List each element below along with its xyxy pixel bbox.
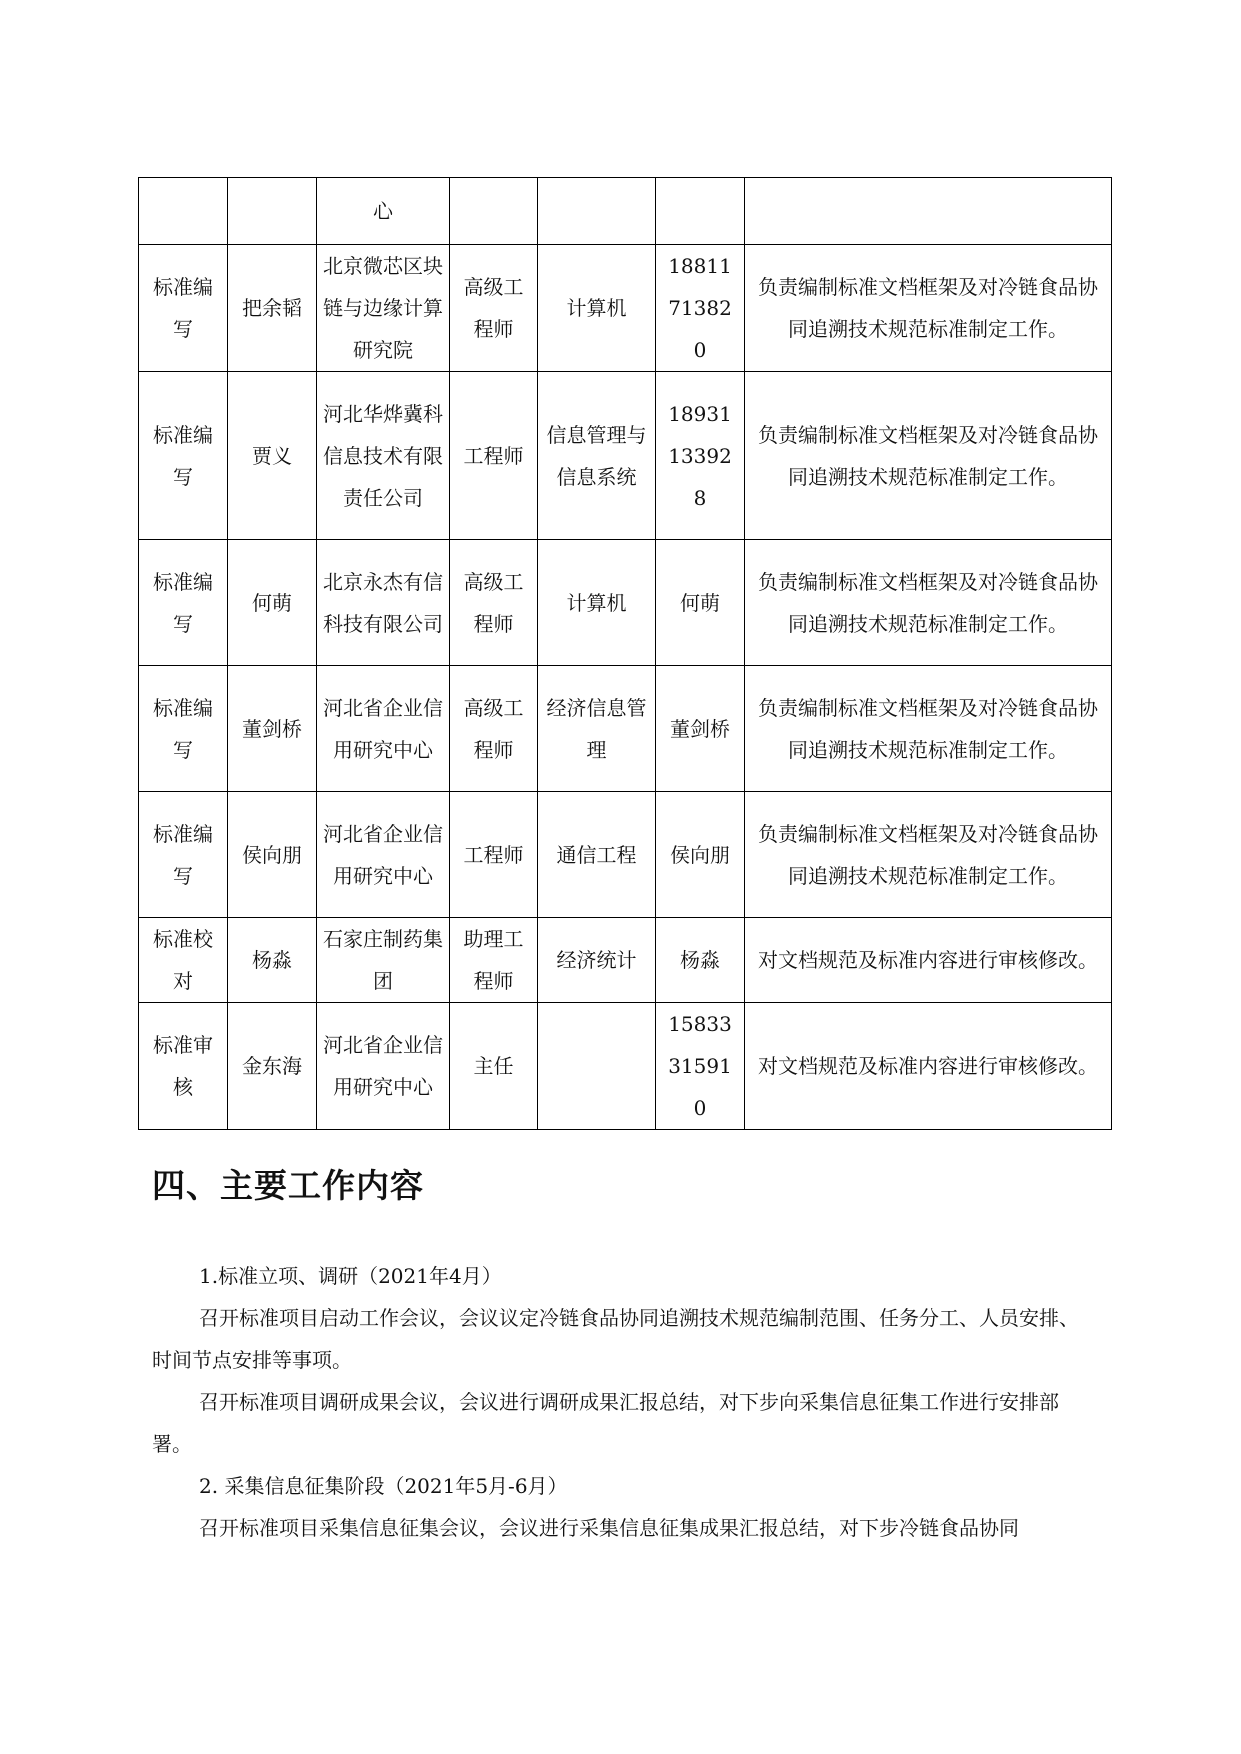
- phone-cell: 18931133928: [656, 372, 745, 540]
- role-cell: 标准校对: [139, 918, 228, 1003]
- table-row: [139, 792, 1112, 918]
- table-row: [139, 245, 1112, 372]
- paragraph: 召开标准项目启动工作会议，会议议定冷链食品协同追溯技术规范编制范围、任务分工、人员安排、时间节点安排等事项。: [152, 1306, 1079, 1372]
- org-cell: 心: [317, 178, 450, 245]
- name-cell: 董剑桥: [228, 666, 317, 792]
- org-cell: 河北省企业信用研究中心: [317, 792, 450, 918]
- phone-cell: 杨淼: [656, 918, 745, 1003]
- title-cell: 工程师: [450, 792, 538, 918]
- title-cell: 高级工程师: [450, 540, 538, 666]
- duty-cell: [745, 178, 1112, 245]
- role-cell: 标准编写: [139, 792, 228, 918]
- title-cell: [450, 178, 538, 245]
- major-cell: 信息管理与信息系统: [538, 372, 656, 540]
- title-cell: 工程师: [450, 372, 538, 540]
- table-row: [139, 178, 1112, 245]
- role-cell: 标准编写: [139, 540, 228, 666]
- table-row: [139, 540, 1112, 666]
- table-row: [139, 372, 1112, 540]
- major-cell: 经济统计: [538, 918, 656, 1003]
- duty-cell: 负责编制标准文档框架及对冷链食品协同追溯技术规范标准制定工作。: [745, 245, 1112, 372]
- paragraph: 2. 采集信息征集阶段（2021年5月-6月）: [199, 1474, 568, 1498]
- duty-cell: 对文档规范及标准内容进行审核修改。: [745, 918, 1112, 1003]
- major-cell: 通信工程: [538, 792, 656, 918]
- role-cell: 标准编写: [139, 372, 228, 540]
- major-cell: 计算机: [538, 540, 656, 666]
- org-cell: 河北华烨冀科信息技术有限责任公司: [317, 372, 450, 540]
- title-cell: 主任: [450, 1003, 538, 1130]
- phone-cell: 18811713820: [656, 245, 745, 372]
- role-cell: 标准审核: [139, 1003, 228, 1130]
- role-cell: [139, 178, 228, 245]
- name-cell: 杨淼: [228, 918, 317, 1003]
- org-cell: 北京永杰有信科技有限公司: [317, 540, 450, 666]
- major-cell: 经济信息管理: [538, 666, 656, 792]
- duty-cell: 负责编制标准文档框架及对冷链食品协同追溯技术规范标准制定工作。: [745, 540, 1112, 666]
- phone-cell: [656, 178, 745, 245]
- duty-cell: 负责编制标准文档框架及对冷链食品协同追溯技术规范标准制定工作。: [745, 372, 1112, 540]
- phone-cell: 15833315910: [656, 1003, 745, 1130]
- table-row: [139, 666, 1112, 792]
- major-cell: 计算机: [538, 245, 656, 372]
- name-cell: 贾义: [228, 372, 317, 540]
- section-body: [152, 1255, 1097, 1549]
- org-cell: 石家庄制药集团: [317, 918, 450, 1003]
- org-cell: 北京微芯区块链与边缘计算研究院: [317, 245, 450, 372]
- org-cell: 河北省企业信用研究中心: [317, 666, 450, 792]
- phone-cell: 董剑桥: [656, 666, 745, 792]
- duty-cell: 对文档规范及标准内容进行审核修改。: [745, 1003, 1112, 1130]
- name-cell: 金东海: [228, 1003, 317, 1130]
- section-heading: 四、主要工作内容: [152, 1166, 424, 1205]
- table-row: [139, 918, 1112, 1003]
- major-cell: [538, 1003, 656, 1130]
- staff-table: [138, 177, 1112, 1130]
- paragraph: 召开标准项目采集信息征集会议，会议进行采集信息征集成果汇报总结，对下步冷链食品协同: [199, 1516, 1019, 1540]
- phone-cell: 侯向朋: [656, 792, 745, 918]
- name-cell: [228, 178, 317, 245]
- duty-cell: 负责编制标准文档框架及对冷链食品协同追溯技术规范标准制定工作。: [745, 666, 1112, 792]
- role-cell: 标准编写: [139, 245, 228, 372]
- title-cell: 高级工程师: [450, 666, 538, 792]
- paragraph: 召开标准项目调研成果会议，会议进行调研成果汇报总结，对下步向采集信息征集工作进行安排部署。: [152, 1390, 1059, 1456]
- table-row: [139, 1003, 1112, 1130]
- role-cell: 标准编写: [139, 666, 228, 792]
- name-cell: 侯向朋: [228, 792, 317, 918]
- title-cell: 高级工程师: [450, 245, 538, 372]
- phone-cell: 何萌: [656, 540, 745, 666]
- title-cell: 助理工程师: [450, 918, 538, 1003]
- name-cell: 把余韬: [228, 245, 317, 372]
- duty-cell: 负责编制标准文档框架及对冷链食品协同追溯技术规范标准制定工作。: [745, 792, 1112, 918]
- org-cell: 河北省企业信用研究中心: [317, 1003, 450, 1130]
- paragraph: 1.标准立项、调研（2021年4月）: [199, 1264, 502, 1288]
- major-cell: [538, 178, 656, 245]
- name-cell: 何萌: [228, 540, 317, 666]
